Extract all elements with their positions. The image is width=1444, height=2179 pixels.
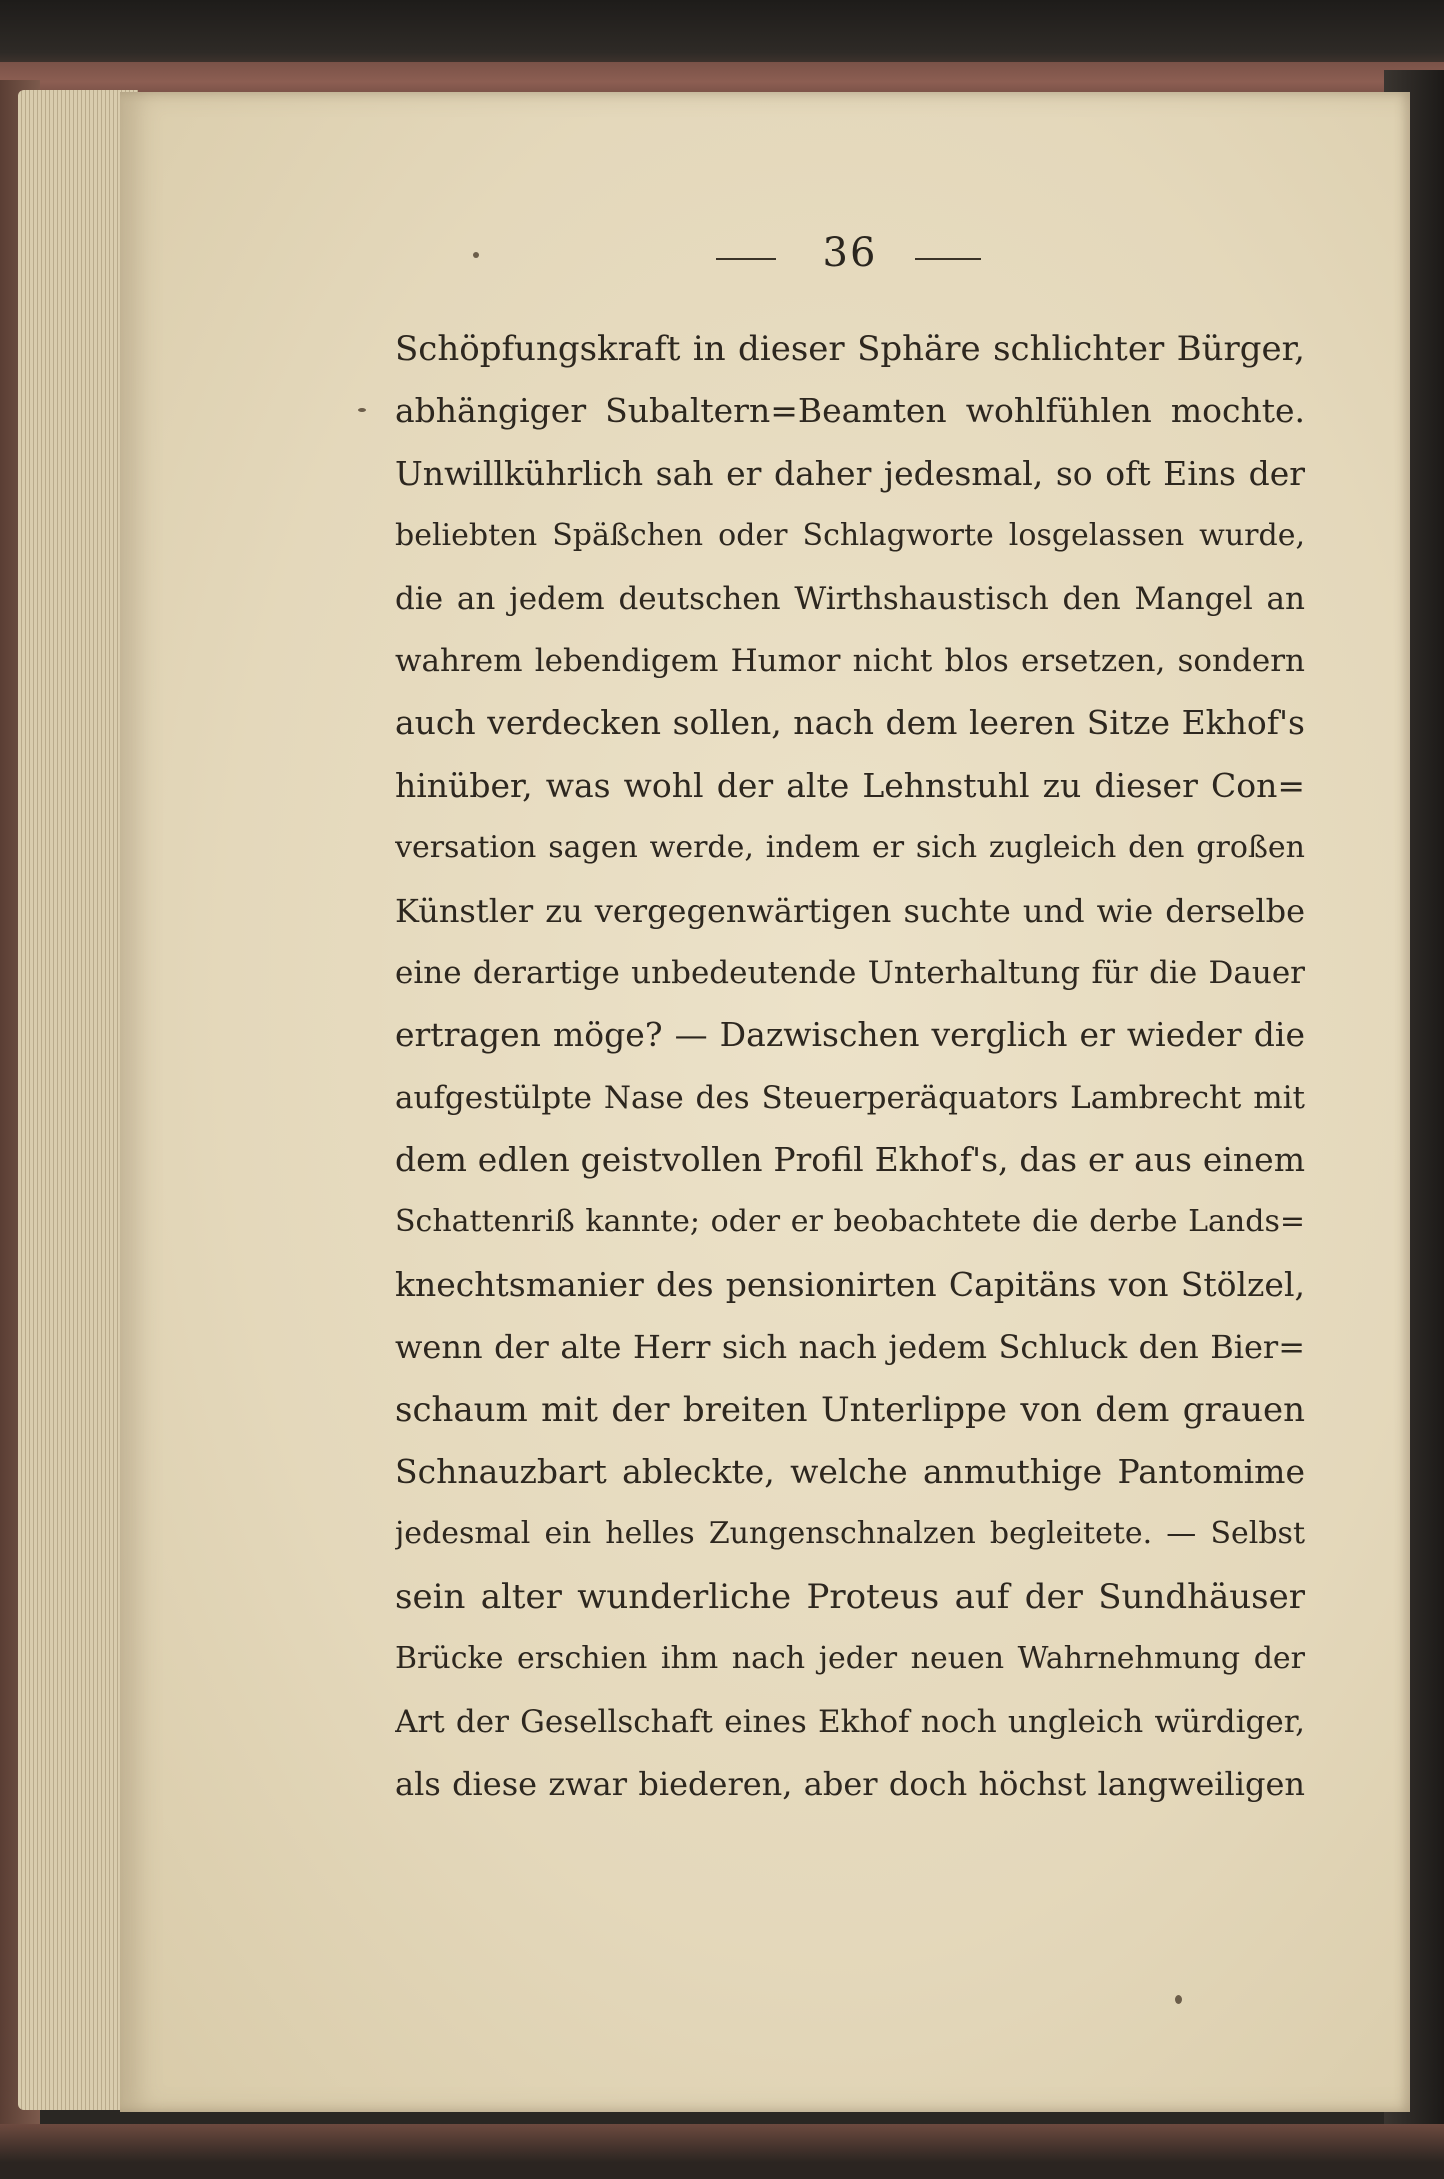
page-header [0,230,1444,290]
text-line: hinüber, was wohl der alte Lehnstuhl zu dieser Con= [395,765,1305,805]
text-line: knechtsmanier des pensionirten Capitäns von Stölzel, [395,1264,1305,1304]
text-line: auch verdecken sollen, nach dem leeren Sitze Ekhof's [395,703,1305,743]
text-line: Brücke erschien ihm nach jeder neuen Wahrnehmung der [395,1641,1305,1677]
header-dash-left [716,258,776,260]
text-line: wahrem lebendigem Humor nicht blos ersetzen, sondern [395,642,1305,679]
text-line: Schöpfungskraft in dieser Sphäre schlichter Bürger, [395,329,1305,369]
book-cover-bottom [0,2124,1444,2179]
text-line: schaum mit der breiten Unterlippe von dem grauen [395,1389,1305,1430]
paper-speck [1175,1995,1182,2004]
page-number: 36 [822,230,878,276]
text-line: dem edlen geistvollen Profil Ekhof's, das er aus einem [395,1140,1305,1180]
text-line: beliebten Späßchen oder Schlagworte losgelassen wurde, [395,518,1305,554]
text-line: ertragen möge? — Dazwischen verglich er wieder die [395,1015,1305,1055]
text-line: Schnauzbart ableckte, welche anmuthige Pantomime [395,1452,1305,1492]
text-line: sein alter wunderliche Proteus auf der Sundhäuser [395,1576,1305,1617]
text-line: abhängiger Subaltern=Beamten wohlfühlen mochte. [395,391,1305,431]
text-line: Art der Gesellschaft eines Ekhof noch ungleich würdiger, [395,1703,1305,1740]
text-line: Schattenriß kannte; oder er beobachtete die derbe Lands= [395,1204,1305,1240]
paper-speck [358,408,366,412]
text-line: die an jedem deutschen Wirthshaustisch den Mangel an [395,580,1305,617]
text-line: als diese zwar biederen, aber doch höchst langweiligen [395,1764,1305,1803]
header-dash-right [915,258,981,260]
paper-speck [473,252,479,258]
text-line: versation sagen werde, indem er sich zugleich den großen [395,830,1305,866]
text-line: aufgestülpte Nase des Steuerperäquators Lambrecht mit [395,1079,1305,1116]
text-line: Unwillkührlich sah er daher jedesmal, so oft Eins der [395,453,1305,493]
text-line: eine derartige unbedeutende Unterhaltung für die Dauer [395,954,1305,991]
body-text [395,318,1305,1815]
text-line: wenn der alte Herr sich nach jedem Schluck den Bier= [395,1328,1305,1367]
text-line: jedesmal ein helles Zungenschnalzen begleitete. — Selbst [395,1516,1305,1552]
text-line: Künstler zu vergegenwärtigen suchte und wie derselbe [395,891,1305,930]
